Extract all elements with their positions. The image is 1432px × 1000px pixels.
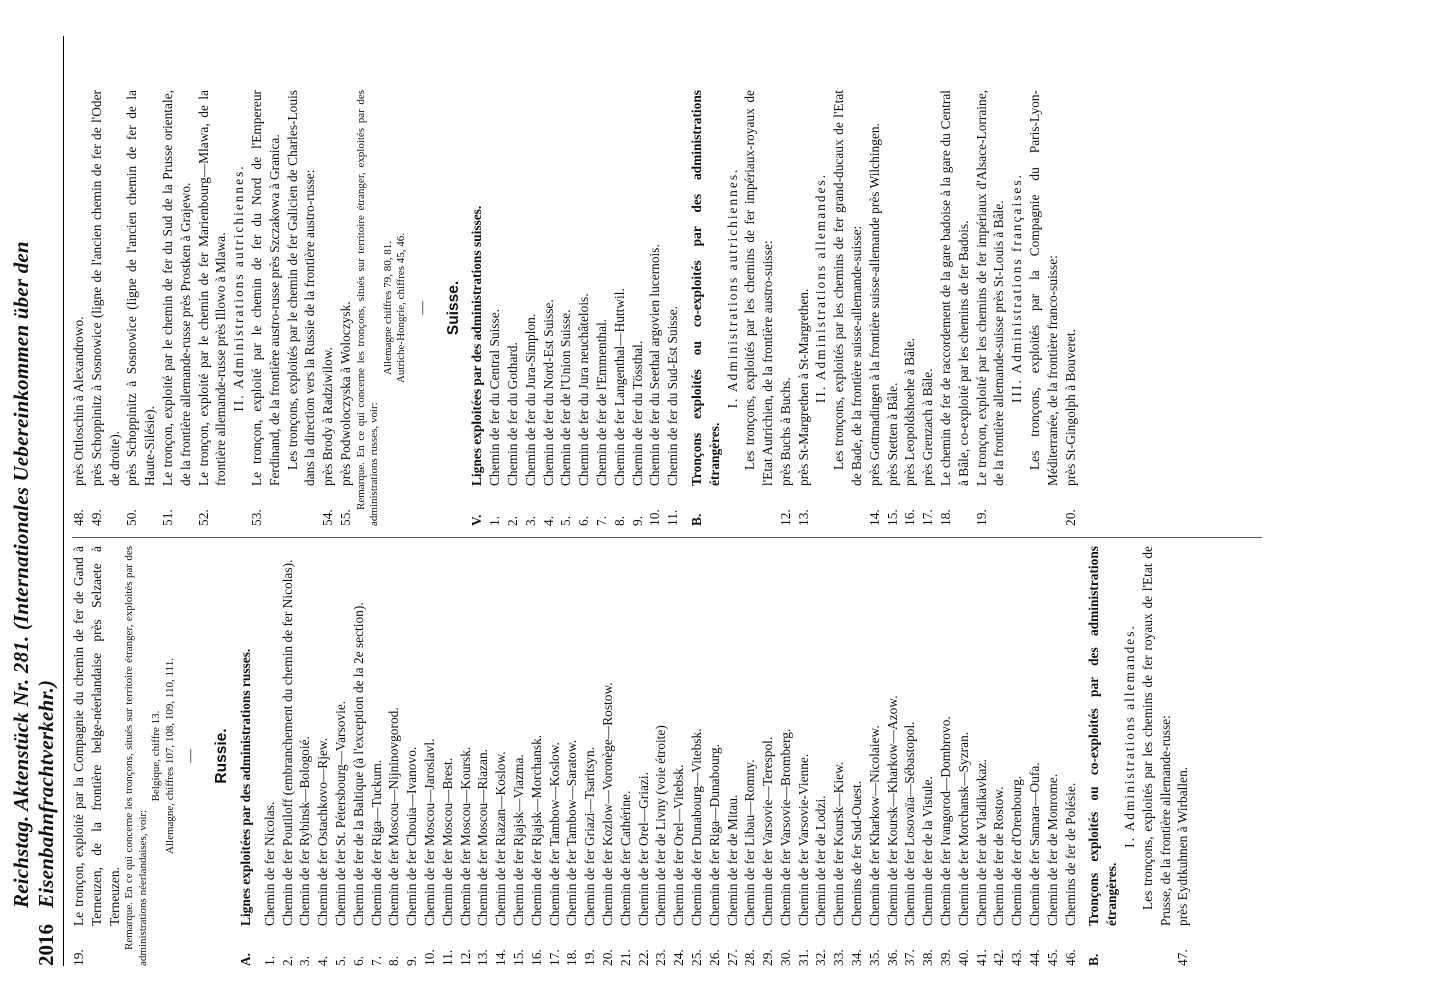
list-item xyxy=(652,546,670,966)
item-text: Chemin de fer Kozlow—Voronège—Rostow. xyxy=(599,682,615,926)
item-number: 14. xyxy=(493,949,509,966)
list-item xyxy=(617,546,635,966)
item-text: Chemin de fer de la Vistule. xyxy=(920,776,936,926)
item-number: 42. xyxy=(991,949,1007,966)
list-item xyxy=(955,546,973,966)
item-text: Chemin de fer Riga—Dunabourg. xyxy=(706,744,722,926)
list-block xyxy=(319,90,355,526)
item-text: Chemin de fer Rjajsk—Morchansk. xyxy=(528,734,544,926)
item-text: Chemin de fer de Mitau. xyxy=(724,794,740,926)
list-item xyxy=(777,546,795,966)
list-item xyxy=(812,546,830,966)
paragraph: Les tronçons, exploités par les chemins de fer impériaux-royaux de l'Etat Autrichien, de la frontière austro-suisse: xyxy=(742,90,776,486)
list-item xyxy=(688,546,706,966)
paragraph: Les tronçons, exploités par la Compagnie du Paris-Lyon-Méditerranée, de la frontière franco-suisse: xyxy=(1027,90,1060,486)
list-item xyxy=(522,90,540,526)
item-text: près Schoppinitz à Sosnowice (ligne de l'ancien chemin de fer de la Haute-Silésie). xyxy=(124,90,158,486)
item-text: Chemin de fer Langenthal—Huttwil. xyxy=(611,288,627,486)
list-item xyxy=(492,546,510,966)
item-text: Chemin de fer du Jura neuchâtelois. xyxy=(576,293,592,486)
item-text: Chemin de fer du Jura-Simplon. xyxy=(522,313,538,486)
list-item xyxy=(937,90,973,526)
item-number: 46. xyxy=(1062,949,1078,966)
list-item xyxy=(901,546,919,966)
country-heading: Suisse. xyxy=(444,280,462,336)
subsection-heading: III. Administrations françaises. xyxy=(1009,173,1025,403)
item-text: Chemin de fer de Rostow. xyxy=(991,786,1007,926)
item-number: 30. xyxy=(777,949,793,966)
list-item xyxy=(248,90,284,526)
item-text: Chemin de fer Koursk—Kiew. xyxy=(831,761,847,926)
subsection-heading: I. Administrations autrichiennes. xyxy=(724,167,740,409)
list-item xyxy=(528,546,546,966)
item-number: 28. xyxy=(742,949,758,966)
section-letter: B. xyxy=(688,513,704,526)
item-number: 17. xyxy=(920,509,936,526)
divider-dash: — xyxy=(413,301,429,315)
item-number: 7. xyxy=(593,515,609,526)
subsection-heading: I. Administrations allemandes. xyxy=(1122,624,1138,848)
item-number: 32. xyxy=(813,949,829,966)
item-number: 44. xyxy=(1027,949,1043,966)
item-text: Chemin de fer du Nord-Est Suisse. xyxy=(540,299,556,486)
item-text: près Eydtkuhnen à Wirballen. xyxy=(1175,766,1191,926)
item-number: 37. xyxy=(902,949,918,966)
list-item xyxy=(575,90,593,526)
item-text: Chemins de fer Sud-Ouest. xyxy=(849,780,865,926)
item-text: Chemin de fer Nicolas. xyxy=(261,801,277,926)
list-item xyxy=(629,90,647,526)
list-item xyxy=(195,90,231,526)
item-number: 16. xyxy=(528,949,544,966)
item-number: 34. xyxy=(849,949,865,966)
item-number: 26. xyxy=(706,949,722,966)
section-title: Lignes exploitées par des administrations suisses. xyxy=(469,205,485,486)
item-number: 8. xyxy=(386,955,402,966)
item-number: 9. xyxy=(629,515,645,526)
list-item xyxy=(670,546,688,966)
list-item xyxy=(777,90,795,526)
item-number: 19. xyxy=(973,509,989,526)
column-divider xyxy=(72,537,1262,538)
item-text: Chemin de fer Ostachkovo—Rjew. xyxy=(315,737,331,926)
list-item xyxy=(635,546,653,966)
russia-lines-list xyxy=(261,546,1080,966)
item-number: 10. xyxy=(647,509,663,526)
list-item xyxy=(724,546,742,966)
item-number: 25. xyxy=(688,949,704,966)
left-column xyxy=(70,546,1192,966)
item-number: 18. xyxy=(938,509,954,526)
list-item xyxy=(261,546,279,966)
item-number: 45. xyxy=(1044,949,1060,966)
paragraph: Les tronçons, exploités par les chemins de fer grand-ducaux de l'Etat de Bade, de la frontière suisse-allemande-suisse: xyxy=(831,90,865,486)
list-item xyxy=(332,546,350,966)
item-number: 6. xyxy=(350,955,366,966)
item-number: 55. xyxy=(337,509,353,526)
item-text: Le tronçon, exploité par le chemin de fer du Sud de la Prusse orientale, de la frontière allemande-russe près Prostken à Grajewo. xyxy=(159,90,193,486)
list-block xyxy=(70,90,230,526)
paragraph: Les tronçons, exploités par le chemin de fer Galicien de Charles-Louis dans la direction vers la Russie de la frontière austro-russe: xyxy=(284,90,318,486)
item-text: Chemin de fer Varsovie-Vienne. xyxy=(795,753,811,926)
section-heading xyxy=(688,90,724,526)
item-text: Chemin de fer de Vladikavkaz. xyxy=(973,759,989,926)
list-item xyxy=(884,90,902,526)
item-text: Chemin de fer de Lodzi. xyxy=(813,795,829,926)
list-item xyxy=(919,546,937,966)
item-text: Chemin de fer Riga—Tuckum. xyxy=(368,759,384,926)
list-block xyxy=(777,90,813,526)
subsection-heading: II. Administrations allemandes. xyxy=(813,172,829,404)
item-text: Chemin de fer Varsovie—Bromberg. xyxy=(777,728,793,926)
item-text: Chemin de fer Griazi—Tsaritsyn. xyxy=(582,746,598,926)
list-item xyxy=(973,90,1009,526)
item-text: Chemin de fer Chouia—Ivanovo. xyxy=(404,746,420,926)
country-heading: Russie. xyxy=(213,728,231,784)
list-item xyxy=(741,546,759,966)
item-text: Chemin de fer Orel—Vitebsk. xyxy=(671,764,687,926)
item-number: 38. xyxy=(920,949,936,966)
item-text: Chemin de fer Rjajsk—Viazma. xyxy=(510,754,526,926)
list-item xyxy=(646,90,664,526)
item-number: 13. xyxy=(795,509,811,526)
item-text: Le chemin de fer de raccordement de la gare badoise à la gare du Central à Bâle, co-exploité par les chemins de fer Badois. xyxy=(938,90,971,486)
item-text: près Ottloschin à Alexandrowo. xyxy=(71,316,86,486)
list-item xyxy=(848,546,866,966)
item-number: 40. xyxy=(955,949,971,966)
item-text: Chemin de fer Rybinsk—Bologoié. xyxy=(297,736,313,926)
remark-line: Allemagne, chiffres 107, 108, 109, 110, 111. xyxy=(163,658,176,854)
item-number: 39. xyxy=(938,949,954,966)
list-item xyxy=(866,90,884,526)
page-header xyxy=(9,36,64,966)
list-item xyxy=(296,546,314,966)
item-number: 15. xyxy=(510,949,526,966)
list-item xyxy=(421,546,439,966)
item-number: 16. xyxy=(902,509,918,526)
item-text: Le tronçon, exploité par la Compagnie du chemin de fer de Gand à Terneuzen, de la frontière belge-néerlandaise près Selzaete à Terneuzen. xyxy=(71,546,122,926)
item-text: Chemin de fer Tambow—Saratow. xyxy=(564,739,580,926)
item-text: Chemin de fer Moscou—Nijninovgorod. xyxy=(386,707,402,926)
item-text: Chemin de fer Samara—Oufa. xyxy=(1027,762,1043,926)
list-item xyxy=(279,546,297,966)
list-item xyxy=(599,546,617,966)
list-item xyxy=(563,546,581,966)
item-text: près St-Margrethen à St-Margrethen. xyxy=(795,288,811,486)
item-text: Chemin de fer de la Baltique (à l'exception de la 2e section). xyxy=(350,602,366,926)
item-number: 47. xyxy=(1175,949,1191,966)
list-item xyxy=(159,90,195,526)
item-number: 43. xyxy=(1009,949,1025,966)
item-text: Chemin de fer Cathérine. xyxy=(617,790,633,926)
item-text: Chemin de fer du Sud-Est Suisse. xyxy=(665,305,681,486)
paragraph: Les tronçons, exploités par les chemins de fer royaux de l'Etat de Prusse, de la frontière allemande-russe: xyxy=(1139,546,1173,926)
item-text: Chemin de fer du Seethal argovien lucernois. xyxy=(647,244,663,486)
item-number: 5. xyxy=(558,515,574,526)
item-text: Chemin de fer du Central Suisse. xyxy=(487,308,503,486)
item-text: près Buchs à Buchs. xyxy=(777,377,793,486)
list-item xyxy=(70,546,123,966)
item-number: 12. xyxy=(777,509,793,526)
item-text: près Leopoldshoehe à Bâle. xyxy=(902,338,918,486)
section-letter: A. xyxy=(237,952,253,966)
list-item xyxy=(474,546,492,966)
list-item xyxy=(990,546,1008,966)
list-item xyxy=(70,90,88,526)
item-number: 2. xyxy=(504,515,520,526)
item-text: près Stetten à Bâle. xyxy=(884,382,900,486)
section-heading xyxy=(1085,546,1121,966)
item-text: Chemin de fer Ivangorod—Dombrovo. xyxy=(938,716,954,926)
list-item xyxy=(368,546,386,966)
subsection-heading: II. Administrations autrichiennes. xyxy=(231,164,247,412)
item-number: 3. xyxy=(522,515,538,526)
item-text: Chemin de fer Moscou—Riazan. xyxy=(475,748,491,926)
item-text: près St-Gingolph à Bouveret. xyxy=(1062,329,1078,486)
item-number: 18. xyxy=(564,949,580,966)
item-number: 6. xyxy=(576,515,592,526)
list-item xyxy=(546,546,564,966)
remark-line: Autriche-Hongrie, chiffres 45, 46. xyxy=(395,232,408,384)
list-item xyxy=(937,546,955,966)
item-number: 20. xyxy=(599,949,615,966)
item-number: 35. xyxy=(866,949,882,966)
list-item xyxy=(581,546,599,966)
item-number: 19. xyxy=(582,949,598,966)
list-item xyxy=(319,90,337,526)
item-number: 29. xyxy=(760,949,776,966)
item-number: 17. xyxy=(546,949,562,966)
item-text: Chemin de fer Varsovie—Terespol. xyxy=(760,736,776,926)
item-number: 33. xyxy=(831,949,847,966)
item-number: 9. xyxy=(404,955,420,966)
swiss-lines-list xyxy=(486,90,682,526)
remark-line: Allemagne chiffres 79, 80, 81. xyxy=(381,241,394,375)
item-number: 11. xyxy=(439,949,455,966)
list-item xyxy=(901,90,919,526)
list-item xyxy=(385,546,403,966)
item-text: près Brody à Radziwilow. xyxy=(320,347,336,486)
list-item xyxy=(830,546,848,966)
item-number: 50. xyxy=(124,509,140,526)
list-item xyxy=(88,90,124,526)
item-number: 15. xyxy=(884,509,900,526)
item-text: près Podwoloczyska à Woloczysk. xyxy=(337,301,353,486)
item-number: 3. xyxy=(297,955,313,966)
item-number: 11. xyxy=(665,509,681,526)
list-item xyxy=(510,546,528,966)
section-title: Tronçons exploités ou co-exploités par des administrations étrangères. xyxy=(688,90,722,486)
item-text: Chemin de fer du Gothard. xyxy=(504,342,520,486)
list-block xyxy=(866,90,937,526)
section-heading xyxy=(468,90,486,526)
remark: Remarque. En ce qui concerne les tronçons, situés sur territoire étranger, exploités par des administrations néerlandaises, voir: xyxy=(123,546,149,966)
item-text: Chemin de fer de l'Union Suisse. xyxy=(558,309,574,486)
item-number: 13. xyxy=(475,949,491,966)
list-item xyxy=(1062,90,1080,526)
item-text: Chemin de fer d'Orenbourg. xyxy=(1009,775,1025,926)
item-number: 53. xyxy=(248,509,264,526)
item-text: Chemin de fer Riazan—Koslow. xyxy=(493,751,509,926)
item-number: 52. xyxy=(195,509,211,526)
page-number: 2016 xyxy=(34,924,58,966)
section-letter: V. xyxy=(469,514,485,526)
remark-line: Belgique, chiffre 13. xyxy=(150,710,163,802)
remark: Remarque. En ce qui concerne les tronçons, situés sur territoire étranger, exploités par des administrations russes, voir: xyxy=(354,90,381,526)
item-number: 1. xyxy=(261,955,277,966)
item-number: 1. xyxy=(487,515,503,526)
list-item xyxy=(664,90,682,526)
item-text: Chemin de fer de l'Emmenthal. xyxy=(593,318,609,486)
section-title: Lignes exploitées par des administrations russes. xyxy=(237,648,253,926)
item-number: 27. xyxy=(724,949,740,966)
item-number: 5. xyxy=(332,955,348,966)
list-item xyxy=(1062,546,1080,966)
item-number: 36. xyxy=(884,949,900,966)
item-text: Le tronçon, exploité par les chemins de fer impériaux d'Alsace-Lorraine, de la frontière allemande-suisse près St-Louis à Bâle. xyxy=(973,90,1007,486)
item-text: Chemin de fer Moscou—Brest. xyxy=(439,757,455,926)
list-item xyxy=(457,546,475,966)
item-number: 24. xyxy=(671,949,687,966)
item-text: près Schoppinitz à Sosnowice (ligne de l'ancien chemin de fer de l'Oder de droite). xyxy=(88,90,122,486)
item-number: 49. xyxy=(88,509,104,526)
item-number: 22. xyxy=(635,949,651,966)
list-item xyxy=(337,90,355,526)
item-text: Chemin de fer Moscou—Koursk. xyxy=(457,746,473,926)
list-item xyxy=(1174,546,1192,966)
list-item xyxy=(557,90,575,526)
list-item xyxy=(973,546,991,966)
list-item xyxy=(403,546,421,966)
item-text: près Grenzach à Bâle. xyxy=(920,368,936,486)
list-item xyxy=(759,546,777,966)
item-text: Chemin de fer Moscou—Jaroslavl. xyxy=(421,738,437,926)
item-text: Chemin de fer Libau—Romny. xyxy=(742,759,758,926)
list-item xyxy=(350,546,368,966)
item-text: Chemin de fer Koursk—Kharkow—Azow. xyxy=(884,695,900,926)
item-text: Chemin de fer Dunabourg—Vitebsk. xyxy=(688,728,704,926)
list-item xyxy=(884,546,902,966)
item-number: 23. xyxy=(653,949,669,966)
list-item xyxy=(706,546,724,966)
page-title: Reichstag. Aktenstück Nr. 281. (Internationales Uebereinkommen über den Eisenbahnfrachtverkehr.) xyxy=(9,241,58,908)
list-item xyxy=(1044,546,1062,966)
item-number: 51. xyxy=(159,509,175,526)
section-heading xyxy=(237,546,255,966)
list-item xyxy=(439,546,457,966)
item-number: 2. xyxy=(279,955,295,966)
item-number: 7. xyxy=(368,955,384,966)
list-item xyxy=(540,90,558,526)
item-number: 41. xyxy=(973,949,989,966)
item-number: 31. xyxy=(795,949,811,966)
section-title: Tronçons exploités ou co-exploités par des administrations étrangères. xyxy=(1086,546,1120,926)
item-text: Chemin de fer de Monrome. xyxy=(1044,773,1060,926)
item-number: 4. xyxy=(315,955,331,966)
list-item xyxy=(123,90,159,526)
list-item xyxy=(919,90,937,526)
item-text: Chemin de fer de Livny (voie étroite) xyxy=(653,725,669,926)
item-number: 8. xyxy=(611,515,627,526)
item-number: 12. xyxy=(457,949,473,966)
section-letter: B. xyxy=(1086,953,1102,966)
list-item xyxy=(795,546,813,966)
item-number: 19. xyxy=(71,949,86,966)
list-item xyxy=(1026,546,1044,966)
list-item xyxy=(504,90,522,526)
item-text: Le tronçon, exploité par le chemin de fer Marienbourg—Mlawa, de la frontière allemande-russe près Illowo à Mlawa. xyxy=(195,90,229,486)
item-number: 48. xyxy=(71,509,86,526)
list-item xyxy=(795,90,813,526)
item-number: 21. xyxy=(617,949,633,966)
list-item xyxy=(866,546,884,966)
list-item xyxy=(1008,546,1026,966)
item-number: 14. xyxy=(866,509,882,526)
item-text: Chemin de fer Tambow—Koslow. xyxy=(546,742,562,926)
list-item xyxy=(314,546,332,966)
item-number: 20. xyxy=(1062,509,1078,526)
list-item xyxy=(611,90,629,526)
list-item xyxy=(593,90,611,526)
list-item xyxy=(486,90,504,526)
item-number: 4. xyxy=(540,515,556,526)
item-text: Chemin de fer Morchansk—Syzran. xyxy=(955,731,971,926)
item-text: Chemin de fer Kharkow—Nicolaiew. xyxy=(866,725,882,926)
item-number: 10. xyxy=(421,949,437,966)
item-text: Chemin de fer St. Pétersbourg—Varsovie. xyxy=(332,700,348,926)
item-text: Chemin de fer Losovaïa—Sébastopol. xyxy=(902,721,918,926)
item-text: Chemin de fer Poutiloff (embranchement du chemin de fer Nicolas). xyxy=(279,559,295,926)
item-text: Chemins de fer de Polésie. xyxy=(1062,782,1078,926)
item-text: Chemin de fer Orel—Griazi. xyxy=(635,772,651,926)
divider-dash: — xyxy=(182,749,198,763)
item-text: Le tronçon, exploité par le chemin de fer du Nord de l'Empereur Ferdinand, de la frontière austro-russe près Szczakowa à Granica. xyxy=(248,90,282,486)
item-text: Chemin de fer du Tössthal. xyxy=(629,340,645,486)
item-number: 54. xyxy=(320,509,336,526)
right-column xyxy=(70,90,1079,526)
item-text: près Gottmadingen à la frontière suisse-allemande près Wilchingen. xyxy=(866,123,882,486)
